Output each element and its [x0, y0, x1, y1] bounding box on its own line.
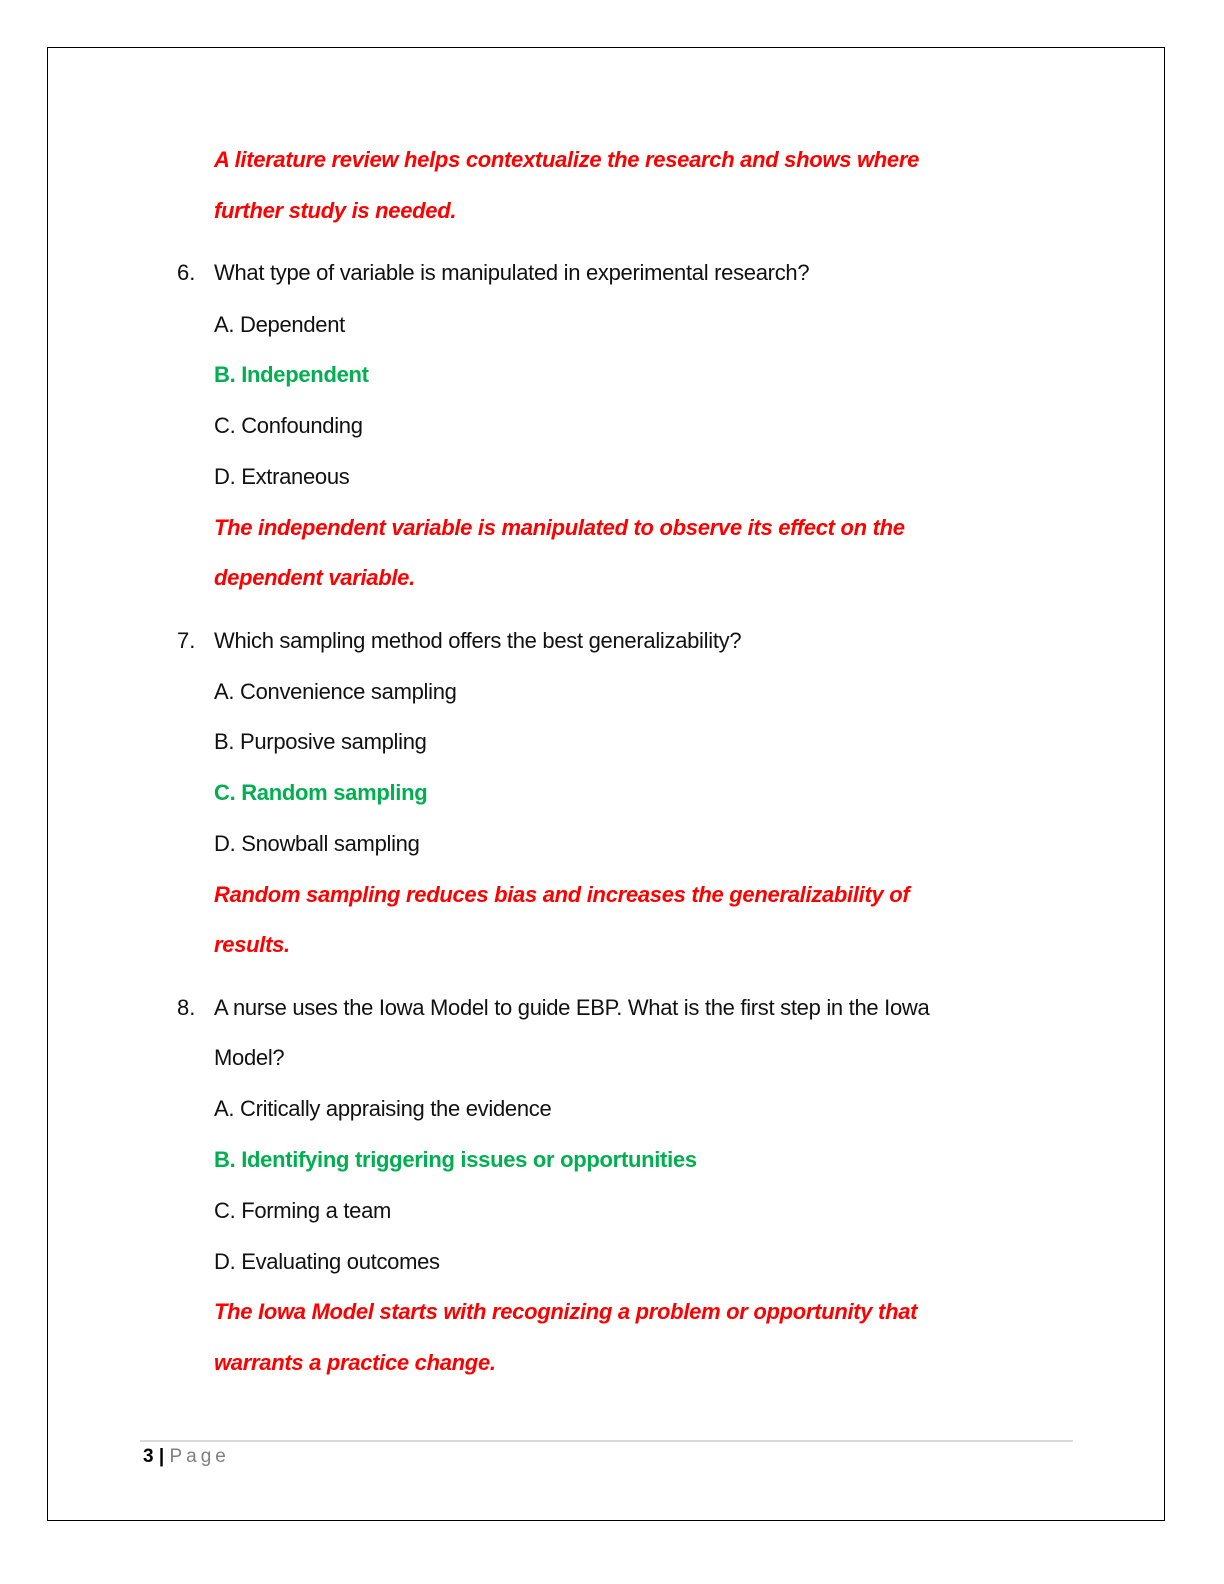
option: D. Snowball sampling — [214, 831, 420, 856]
explanation-text: A literature review helps contextualize the research and shows where — [214, 147, 920, 172]
explanation-text: warrants a practice change. — [214, 1350, 496, 1375]
option: A. Dependent — [214, 312, 345, 337]
option: C. Confounding — [214, 413, 363, 438]
explanation-text: The Iowa Model starts with recognizing a problem or opportunity that — [214, 1299, 918, 1324]
question-number: 6. — [177, 260, 196, 285]
explanation-text: Random sampling reduces bias and increases the generalizability of — [214, 882, 910, 907]
question-text: Which sampling method offers the best generalizability? — [214, 628, 742, 653]
page-number: 3 — [143, 1446, 154, 1467]
option: A. Convenience sampling — [214, 679, 457, 704]
footer-divider — [140, 1440, 1073, 1442]
correct-option: B. Independent — [214, 362, 369, 387]
option: B. Purposive sampling — [214, 729, 427, 754]
explanation-text: further study is needed. — [214, 198, 457, 223]
question-text: A nurse uses the Iowa Model to guide EBP. What is the first step in the Iowa — [214, 995, 930, 1020]
explanation-text: results. — [214, 932, 290, 957]
question-number: 7. — [177, 628, 196, 653]
correct-option: C. Random sampling — [214, 780, 428, 805]
option: D. Evaluating outcomes — [214, 1249, 440, 1274]
option: D. Extraneous — [214, 464, 350, 489]
correct-option: B. Identifying triggering issues or opportunities — [214, 1147, 697, 1172]
question-text: What type of variable is manipulated in experimental research? — [214, 260, 810, 285]
option: A. Critically appraising the evidence — [214, 1096, 552, 1121]
question-text: Model? — [214, 1045, 285, 1070]
explanation-text: The independent variable is manipulated to observe its effect on the — [214, 515, 905, 540]
question-number: 8. — [177, 995, 196, 1020]
explanation-text: dependent variable. — [214, 565, 415, 590]
page-label: Page — [169, 1446, 230, 1467]
page-footer — [143, 1446, 230, 1468]
option: C. Forming a team — [214, 1198, 392, 1223]
footer-separator: | — [158, 1446, 165, 1467]
